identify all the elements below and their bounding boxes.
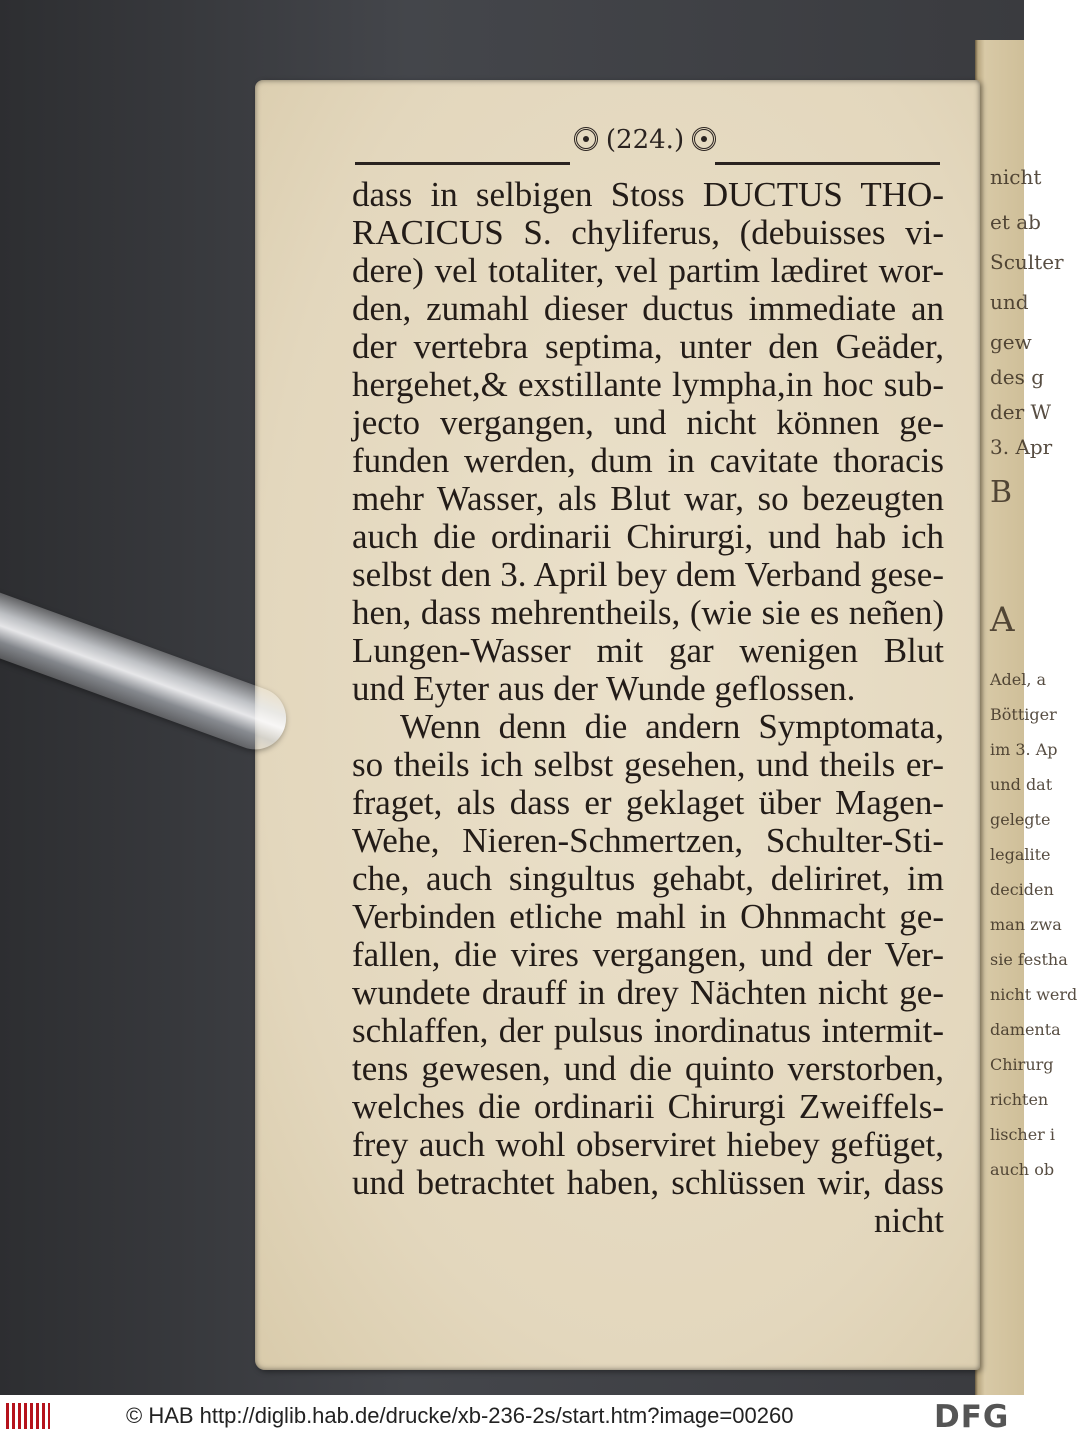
dfg-logo-icon[interactable]: DFG (934, 1399, 1010, 1435)
text-line: hen, dass mehrentheils, (wie sie es neñen) (352, 593, 944, 632)
next-page-fragment: und dat (990, 775, 1053, 794)
next-page-fragment: Chirurg (990, 1055, 1054, 1074)
text-line: selbst den 3. April bey dem Verband gese- (352, 555, 944, 594)
text-line: schlaffen, der pulsus inordinatus intermit- (352, 1011, 944, 1050)
text-line: che, auch singultus gehabt, deliriret, im (352, 859, 944, 898)
text-line: und Eyter aus der Wunde geflossen. (352, 669, 856, 708)
next-page-fragment: B (990, 475, 1013, 510)
next-page-fragment: auch ob (990, 1160, 1055, 1179)
text-line: fraget, als dass er geklaget über Magen- (352, 783, 944, 822)
text-line: welches die ordinarii Chirurgi Zweiffels- (352, 1087, 944, 1126)
header-rule-right (715, 162, 940, 165)
next-page-fragment: gew (990, 330, 1032, 354)
next-page-fragment: Adel, a (990, 670, 1047, 689)
text-line: frey auch wohl observiret hiebey gefüget, (352, 1125, 944, 1164)
next-page-fragment: legalite (990, 845, 1051, 864)
fleuron-left-icon (574, 127, 598, 151)
text-line: mehr Wasser, als Blut war, so bezeugten (352, 479, 944, 518)
next-page-fragment: und (990, 290, 1029, 314)
text-line: Verbinden etliche mahl in Ohnmacht ge- (352, 897, 944, 936)
text-line: wundete drauff in drey Nächten nicht ge- (352, 973, 944, 1012)
copyright-link[interactable]: © HAB http://diglib.hab.de/drucke/xb-236-2s/start.htm?image=00260 (126, 1403, 794, 1428)
library-logo-icon[interactable] (6, 1403, 50, 1429)
header-rule (355, 160, 940, 168)
next-page-fragment: Böttiger (990, 705, 1057, 724)
text-line: RACICUS S. chyliferus, (debuisses vi- (352, 213, 944, 252)
text-line: auch die ordinarii Chirurgi, und hab ich (352, 517, 944, 556)
next-page-fragment: gelegte (990, 810, 1051, 829)
next-page-fragment: sie festha (990, 950, 1068, 969)
text-line: den, zumahl dieser ductus immediate an (352, 289, 944, 328)
text-line: und betrachtet haben, schlüssen wir, dass (352, 1163, 944, 1202)
text-line: dass in selbigen Stoss DUCTUS THO- (352, 175, 944, 214)
next-page-fragment: A (990, 600, 1015, 640)
next-page-fragment: nicht werd (990, 985, 1077, 1004)
next-page-fragment: damenta (990, 1020, 1061, 1039)
catchword: nicht (874, 1201, 944, 1240)
next-page-fragment: et ab (990, 210, 1041, 234)
next-page-fragment: man zwa (990, 915, 1062, 934)
text-line: so theils ich selbst gesehen, und theils er- (352, 745, 944, 784)
header-rule-left (355, 162, 570, 165)
text-line: Wenn denn die andern Symptomata, (400, 707, 944, 746)
text-line: hergehet,& exstillante lympha,in hoc sub- (352, 365, 944, 404)
next-page-fragment: 3. Apr (990, 435, 1053, 459)
next-page-fragment: deciden (990, 880, 1054, 899)
next-page-fragment: lischer i (990, 1125, 1056, 1144)
page-header (560, 125, 730, 165)
text-line: fallen, die vires vergangen, und der Ver- (352, 935, 944, 974)
text-line: tens gewesen, und die quinto verstorben, (352, 1049, 944, 1088)
text-line: Lungen-Wasser mit gar wenigen Blut (352, 631, 944, 670)
next-page-fragment: im 3. Ap (990, 740, 1058, 759)
text-line: jecto vergangen, und nicht können ge- (352, 403, 944, 442)
next-page-fragment: nicht (990, 165, 1042, 189)
next-page-fragment: der W (990, 400, 1052, 424)
text-line: der vertebra septima, unter den Geäder, (352, 327, 944, 366)
fleuron-right-icon (692, 127, 716, 151)
page-number: (224.) (605, 125, 685, 155)
next-page-fragment: richten (990, 1090, 1049, 1109)
next-page-fragment: Sculter (990, 250, 1064, 274)
text-line: funden werden, dum in cavitate thoracis (352, 441, 944, 480)
next-page-fragment: des g (990, 365, 1045, 389)
text-line: dere) vel totaliter, vel partim lædiret wor- (352, 251, 944, 290)
text-line: Wehe, Nieren-Schmertzen, Schulter-Sti- (352, 821, 944, 860)
